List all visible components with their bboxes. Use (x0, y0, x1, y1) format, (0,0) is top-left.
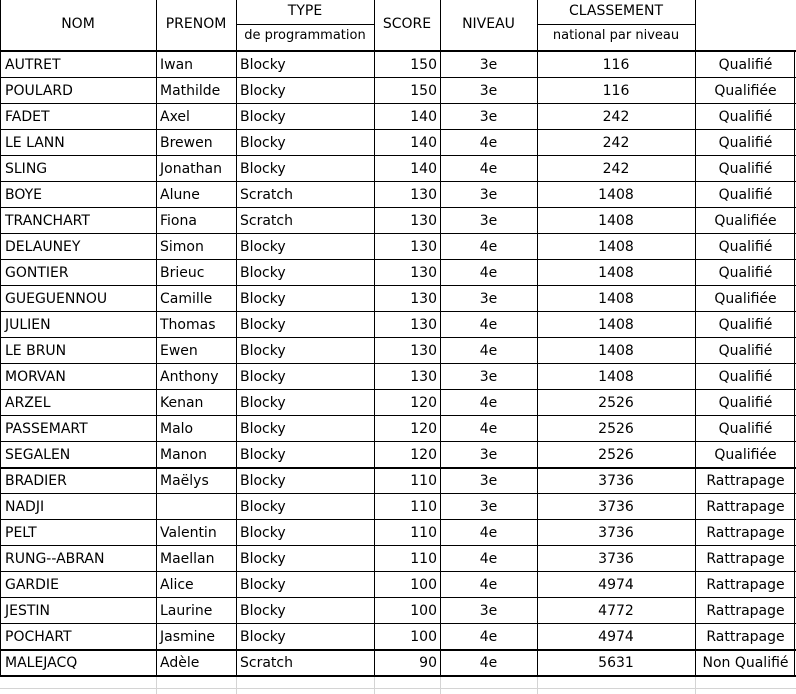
cell-classement: 2526 (598, 421, 634, 437)
header-type: TYPE (287, 3, 323, 19)
cell-score: 140 (410, 109, 437, 125)
cell-niveau: 4e (479, 395, 498, 411)
cell-niveau: 3e (479, 83, 498, 99)
column-border (236, 0, 237, 677)
cell-nom: PASSEMART (5, 421, 88, 437)
cell-statut: Qualifié (718, 109, 773, 125)
cell-score: 140 (410, 161, 437, 177)
cell-niveau: 4e (479, 161, 498, 177)
row-border (0, 103, 796, 104)
cell-type: Blocky (240, 83, 286, 99)
cell-prenom: Simon (160, 239, 204, 255)
cell-classement: 1408 (598, 239, 634, 255)
cell-prenom: Ewen (160, 343, 198, 359)
cell-nom: SEGALEN (5, 447, 71, 463)
cell-nom: GUEGUENNOU (5, 291, 108, 307)
cell-prenom: Manon (160, 447, 207, 463)
cell-statut: Qualifié (718, 395, 773, 411)
cell-nom: PELT (5, 525, 37, 541)
cell-classement: 1408 (598, 369, 634, 385)
cell-niveau: 4e (479, 135, 498, 151)
cell-niveau: 4e (479, 577, 498, 593)
cell-prenom (156, 494, 236, 520)
cell-type: Blocky (240, 369, 286, 385)
cell-prenom: Maellan (160, 551, 215, 567)
cell-niveau: 3e (479, 57, 498, 73)
cell-score: 130 (410, 265, 437, 281)
cell-niveau: 3e (479, 213, 498, 229)
cell-score: 110 (410, 551, 437, 567)
column-border (156, 0, 157, 677)
row-border (0, 50, 796, 52)
row-border (0, 233, 796, 234)
cell-nom: SLING (5, 161, 48, 177)
cell-niveau: 4e (479, 239, 498, 255)
cell-prenom: Laurine (160, 603, 213, 619)
cell-nom: MORVAN (5, 369, 66, 385)
empty-column-gridline (236, 677, 237, 694)
empty-row-gridline (0, 688, 796, 689)
row-border (0, 129, 796, 130)
empty-column-gridline (695, 677, 696, 694)
row-border (0, 155, 796, 156)
row-border (0, 571, 796, 572)
cell-nom: LE BRUN (5, 343, 67, 359)
cell-classement: 1408 (598, 265, 634, 281)
cell-statut: Rattrapage (706, 525, 785, 541)
cell-nom: GARDIE (5, 577, 59, 593)
cell-niveau: 3e (479, 109, 498, 125)
column-border (440, 0, 441, 677)
cell-classement: 1408 (598, 213, 634, 229)
cell-type: Scratch (240, 187, 293, 203)
cell-nom: RUNG--ABRAN (5, 551, 105, 567)
cell-nom: GONTIER (5, 265, 69, 281)
cell-classement: 5631 (598, 655, 634, 671)
cell-score: 130 (410, 213, 437, 229)
cell-statut: Qualifié (718, 369, 773, 385)
row-border (0, 649, 796, 651)
cell-classement: 242 (602, 109, 630, 125)
row-border (0, 259, 796, 260)
header-score: SCORE (382, 16, 432, 32)
cell-score: 120 (410, 395, 437, 411)
header-type-subtitle: de programmation (244, 28, 366, 43)
cell-nom: LE LANN (5, 135, 65, 151)
cell-type: Blocky (240, 473, 286, 489)
cell-statut: Qualifié (718, 239, 773, 255)
column-border (0, 0, 1, 677)
cell-type: Scratch (240, 655, 293, 671)
header-classement-subtitle: national par niveau (552, 28, 680, 43)
cell-classement: 3736 (598, 551, 634, 567)
cell-classement: 2526 (598, 447, 634, 463)
cell-prenom: Maëlys (160, 473, 209, 489)
cell-niveau: 4e (479, 317, 498, 333)
cell-statut: Qualifié (718, 343, 773, 359)
cell-prenom: Thomas (160, 317, 216, 333)
cell-nom: JESTIN (5, 603, 51, 619)
empty-column-gridline (537, 677, 538, 694)
cell-classement: 2526 (598, 395, 634, 411)
cell-type: Blocky (240, 603, 286, 619)
cell-prenom: Jonathan (160, 161, 222, 177)
cell-prenom: Iwan (160, 57, 194, 73)
cell-type: Blocky (240, 447, 286, 463)
cell-statut: Rattrapage (706, 551, 785, 567)
cell-nom: ARZEL (5, 395, 51, 411)
header-classement: CLASSEMENT (568, 3, 664, 19)
cell-score: 150 (410, 83, 437, 99)
cell-nom: BRADIER (5, 473, 67, 489)
cell-prenom: Jasmine (160, 629, 216, 645)
cell-type: Blocky (240, 291, 286, 307)
cell-statut: Qualifié (718, 161, 773, 177)
cell-type: Blocky (240, 239, 286, 255)
cell-niveau: 3e (479, 603, 498, 619)
row-border (0, 389, 796, 390)
cell-nom: DELAUNEY (5, 239, 81, 255)
cell-nom: POCHART (5, 629, 72, 645)
row-border (0, 467, 796, 469)
cell-niveau: 4e (479, 629, 498, 645)
cell-type: Blocky (240, 629, 286, 645)
cell-niveau: 4e (479, 343, 498, 359)
row-border (0, 285, 796, 286)
cell-statut: Qualifiée (714, 83, 777, 99)
row-border (0, 623, 796, 624)
cell-prenom: Alune (160, 187, 200, 203)
cell-score: 150 (410, 57, 437, 73)
row-border (0, 415, 796, 416)
cell-statut: Rattrapage (706, 499, 785, 515)
cell-classement: 4974 (598, 577, 634, 593)
cell-classement: 1408 (598, 291, 634, 307)
cell-niveau: 4e (479, 551, 498, 567)
cell-statut: Qualifié (718, 187, 773, 203)
row-border (0, 337, 796, 338)
cell-classement: 1408 (598, 187, 634, 203)
cell-score: 100 (410, 629, 437, 645)
cell-prenom: Valentin (160, 525, 217, 541)
cell-score: 90 (419, 655, 437, 671)
cell-nom: AUTRET (5, 57, 61, 73)
cell-classement: 4974 (598, 629, 634, 645)
cell-prenom: Anthony (160, 369, 219, 385)
cell-type: Blocky (240, 135, 286, 151)
cell-statut: Qualifié (718, 317, 773, 333)
cell-type: Blocky (240, 317, 286, 333)
row-border (0, 493, 796, 494)
row-border (0, 519, 796, 520)
cell-niveau: 3e (479, 187, 498, 203)
empty-column-gridline (440, 677, 441, 694)
cell-statut: Qualifiée (714, 447, 777, 463)
cell-classement: 3736 (598, 499, 634, 515)
row-border (0, 77, 796, 78)
cell-prenom: Alice (160, 577, 194, 593)
cell-niveau: 4e (479, 525, 498, 541)
cell-nom: BOYE (5, 187, 43, 203)
cell-type: Blocky (240, 421, 286, 437)
column-border (794, 52, 795, 677)
row-border (0, 311, 796, 312)
cell-classement: 1408 (598, 317, 634, 333)
cell-classement: 242 (602, 161, 630, 177)
cell-prenom: Camille (160, 291, 213, 307)
cell-classement: 3736 (598, 473, 634, 489)
cell-classement: 116 (602, 57, 630, 73)
cell-type: Blocky (240, 109, 286, 125)
header-divider (537, 24, 695, 25)
row-border (0, 207, 796, 208)
cell-type: Scratch (240, 213, 293, 229)
cell-type: Blocky (240, 525, 286, 541)
cell-statut: Non Qualifié (702, 655, 789, 671)
cell-statut: Qualifié (718, 421, 773, 437)
cell-statut: Qualifiée (714, 213, 777, 229)
cell-classement: 3736 (598, 525, 634, 541)
cell-niveau: 4e (479, 655, 498, 671)
cell-score: 110 (410, 499, 437, 515)
header-prenom: PRENOM (165, 16, 227, 32)
cell-nom: POULARD (5, 83, 73, 99)
cell-statut: Rattrapage (706, 577, 785, 593)
cell-score: 130 (410, 239, 437, 255)
cell-prenom: Fiona (160, 213, 197, 229)
cell-prenom: Brewen (160, 135, 213, 151)
cell-type: Blocky (240, 265, 286, 281)
cell-statut: Qualifié (718, 135, 773, 151)
cell-score: 120 (410, 447, 437, 463)
cell-score: 130 (410, 291, 437, 307)
column-border (537, 0, 538, 677)
cell-niveau: 3e (479, 447, 498, 463)
cell-niveau: 3e (479, 473, 498, 489)
cell-prenom: Axel (160, 109, 190, 125)
header-divider (236, 24, 374, 25)
cell-statut: Rattrapage (706, 473, 785, 489)
cell-score: 130 (410, 187, 437, 203)
row-border (0, 363, 796, 364)
cell-type: Blocky (240, 551, 286, 567)
cell-prenom: Kenan (160, 395, 204, 411)
row-border (0, 545, 796, 546)
cell-statut: Qualifié (718, 57, 773, 73)
cell-niveau: 3e (479, 291, 498, 307)
cell-type: Blocky (240, 577, 286, 593)
cell-statut: Rattrapage (706, 603, 785, 619)
cell-statut: Qualifiée (714, 291, 777, 307)
cell-statut: Rattrapage (706, 629, 785, 645)
cell-niveau: 4e (479, 265, 498, 281)
column-border (374, 0, 375, 677)
cell-type: Blocky (240, 343, 286, 359)
cell-nom: MALEJACQ (5, 655, 78, 671)
row-border (0, 181, 796, 182)
row-border (0, 441, 796, 442)
cell-score: 120 (410, 421, 437, 437)
cell-prenom: Mathilde (160, 83, 221, 99)
cell-nom: NADJI (5, 499, 45, 515)
cell-score: 110 (410, 525, 437, 541)
row-border (0, 597, 796, 598)
empty-column-gridline (374, 677, 375, 694)
cell-type: Blocky (240, 395, 286, 411)
cell-type: Blocky (240, 499, 286, 515)
cell-type: Blocky (240, 57, 286, 73)
cell-nom: FADET (5, 109, 50, 125)
cell-statut: Qualifié (718, 265, 773, 281)
cell-score: 130 (410, 369, 437, 385)
column-border (695, 0, 696, 677)
cell-score: 100 (410, 577, 437, 593)
row-border (0, 675, 796, 677)
empty-column-gridline (156, 677, 157, 694)
cell-score: 130 (410, 343, 437, 359)
cell-nom: JULIEN (5, 317, 51, 333)
cell-score: 110 (410, 473, 437, 489)
cell-prenom: Malo (160, 421, 194, 437)
cell-classement: 242 (602, 135, 630, 151)
cell-prenom: Adèle (160, 655, 200, 671)
cell-score: 140 (410, 135, 437, 151)
cell-type: Blocky (240, 161, 286, 177)
cell-score: 100 (410, 603, 437, 619)
cell-nom: TRANCHART (5, 213, 90, 229)
cell-niveau: 3e (479, 499, 498, 515)
cell-classement: 4772 (598, 603, 634, 619)
cell-classement: 1408 (598, 343, 634, 359)
cell-niveau: 3e (479, 369, 498, 385)
cell-score: 130 (410, 317, 437, 333)
cell-niveau: 4e (479, 421, 498, 437)
header-niveau: NIVEAU (462, 16, 515, 32)
cell-prenom: Brieuc (160, 265, 205, 281)
header-nom: NOM (61, 16, 95, 32)
cell-classement: 116 (602, 83, 630, 99)
